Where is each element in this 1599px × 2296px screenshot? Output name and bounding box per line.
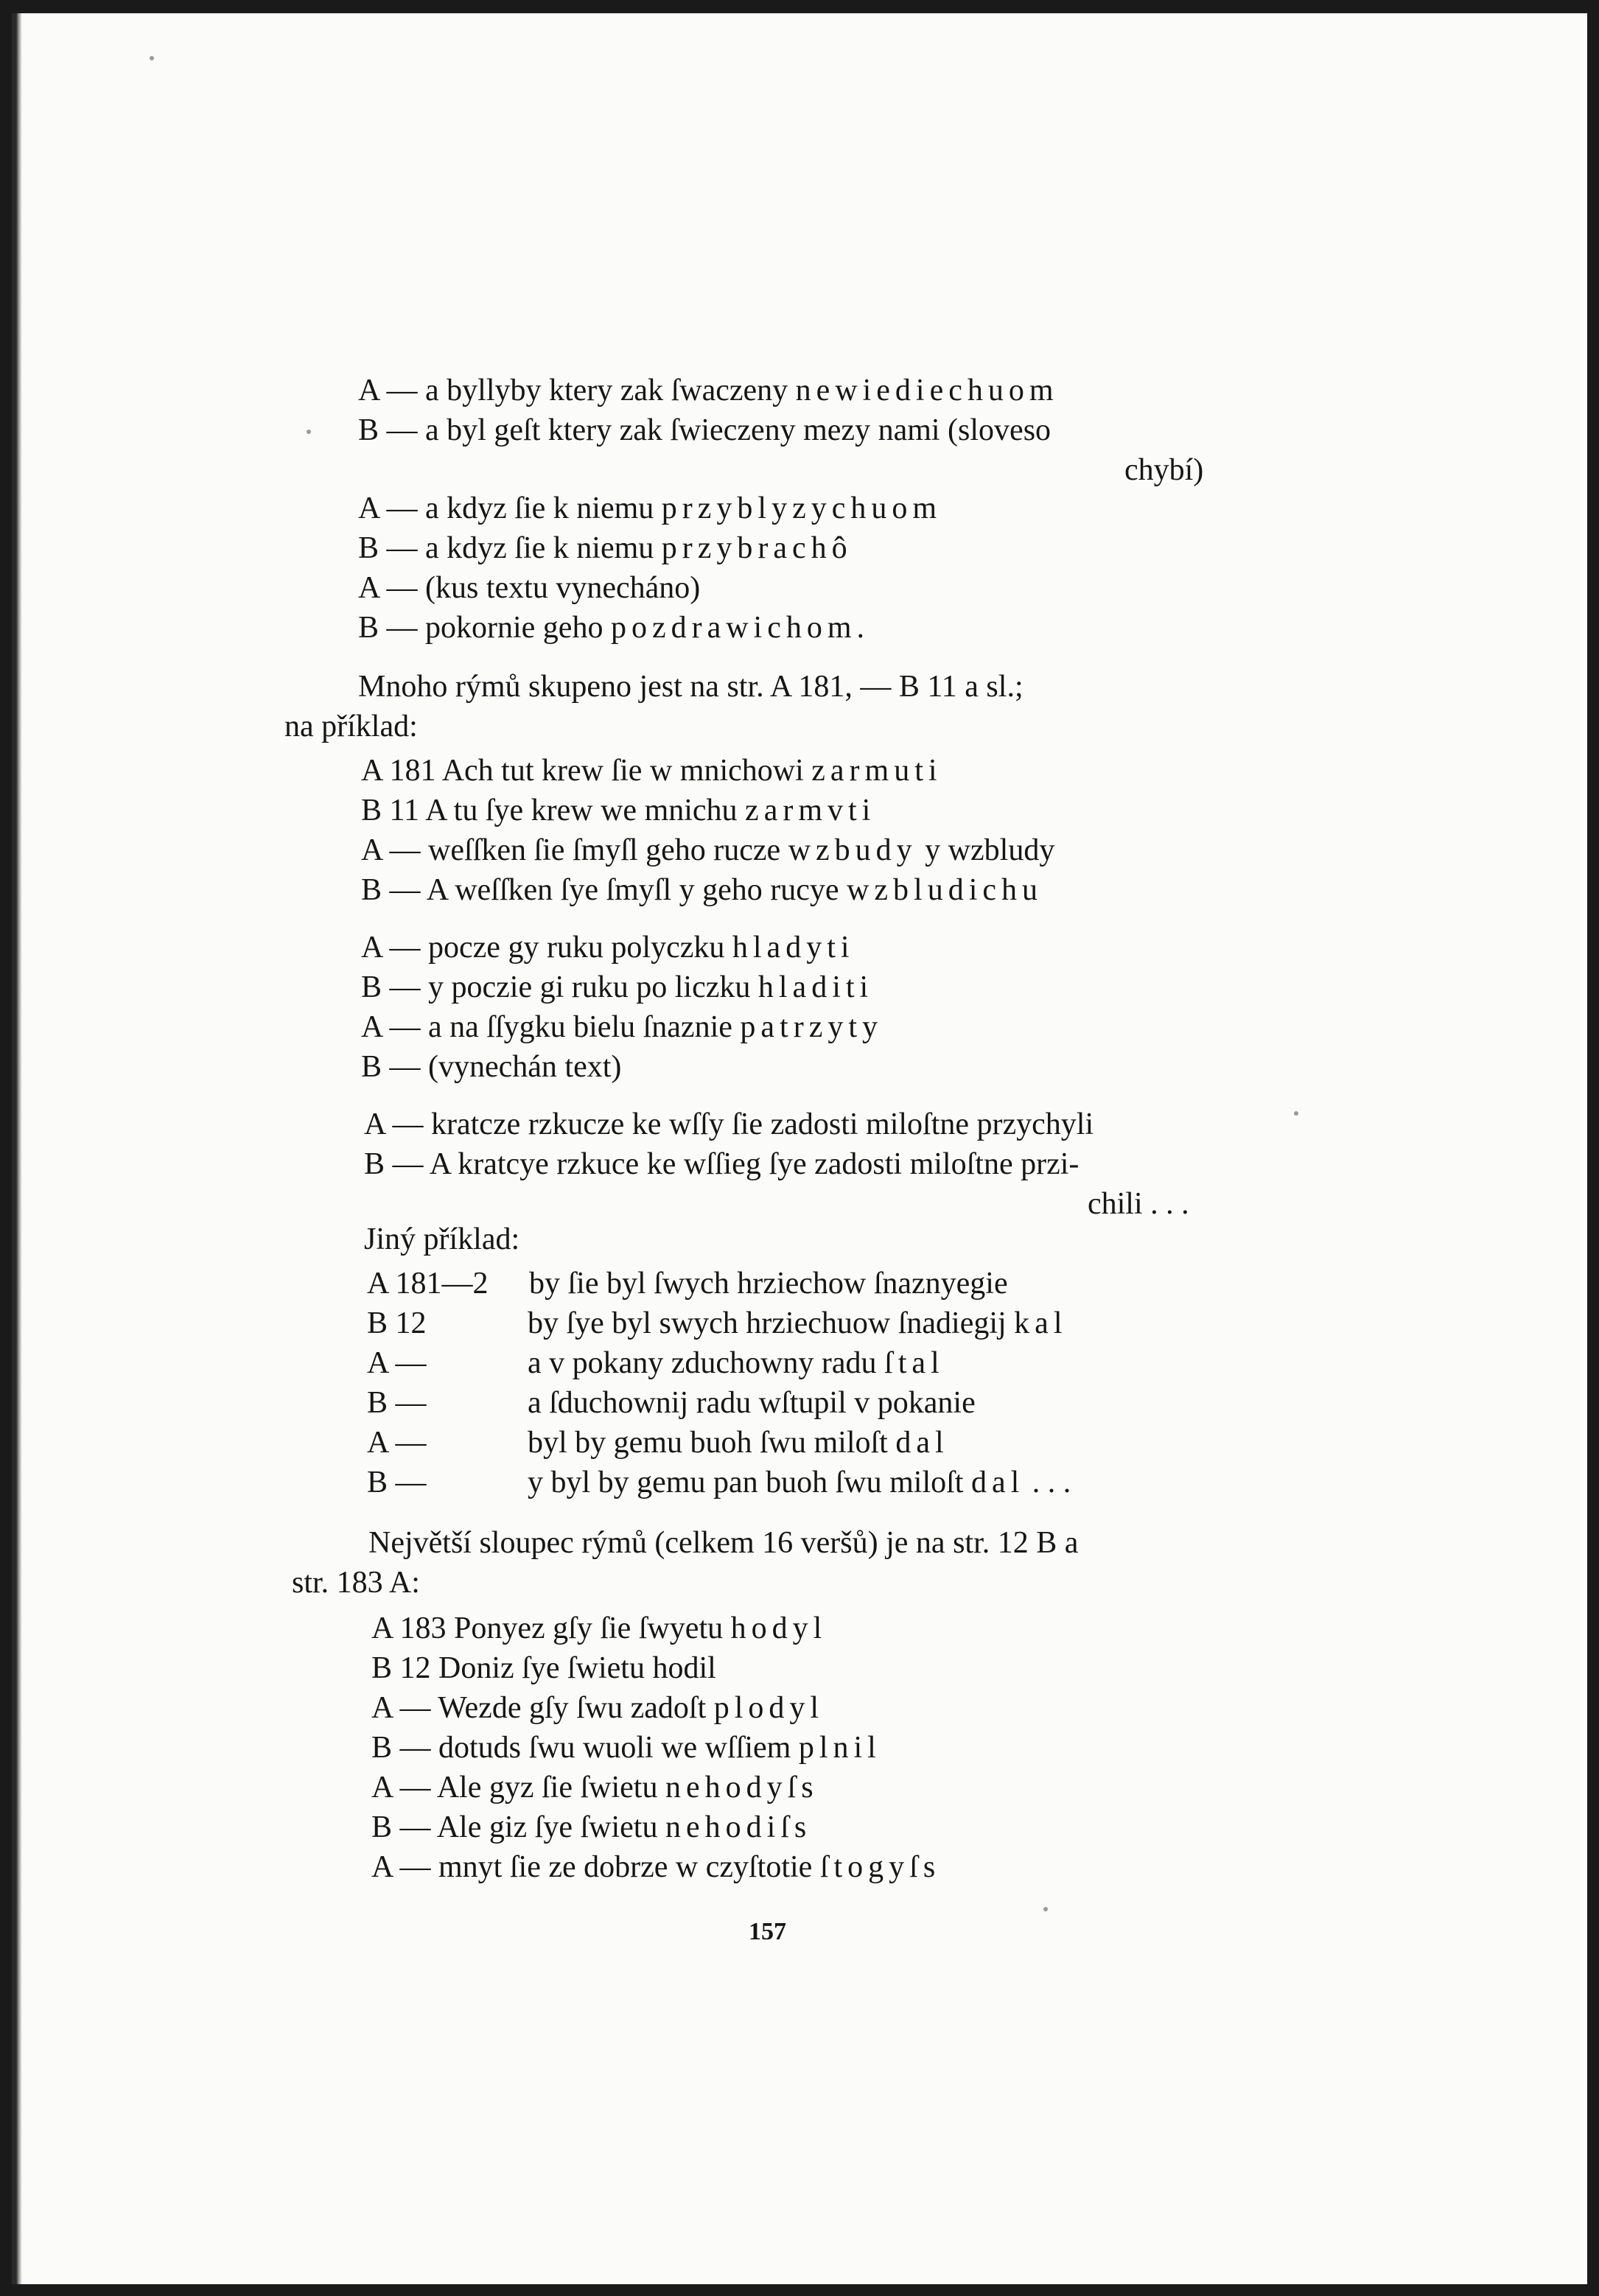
verse-line: B 12 Doniz ſye ſwietu hodil: [371, 1651, 716, 1685]
verse-line: B — pokornie geho pozdrawichom.: [358, 611, 870, 645]
verse-line: A — Wezde gſy ſwu zadoſt plodyl: [371, 1691, 825, 1725]
verse-line: A — Ale gyz ſie ſwietu nehodyſs: [371, 1771, 819, 1805]
verse-line: B — y poczie gi ruku po liczku hladiti: [361, 970, 874, 1004]
paragraph-line: str. 183 A:: [292, 1566, 420, 1600]
verse-line: A — mnyt ſie ze dobrze w czyſtotie ſtogyſs: [371, 1850, 941, 1884]
verse-line: A 183 Ponyez gſy ſie ſwyetu hodyl: [371, 1611, 828, 1645]
verse-text: y byl by gemu pan buoh ſwu miloſt dal . . .: [528, 1466, 1071, 1499]
verse-line: B — Ale giz ſye ſwietu nehodiſs: [371, 1810, 812, 1844]
verse-line: A — a na ſſygku bielu ſnaznie patrzyty: [361, 1010, 883, 1044]
verse-line: chybí): [1124, 453, 1204, 487]
verse-text: by ſye byl swych hrziechuow ſnadiegij kal: [528, 1306, 1068, 1340]
verse-line: A — pocze gy ruku polyczku hladyti: [361, 931, 855, 965]
verse-text: byl by gemu buoh ſwu miloſt dal: [528, 1426, 949, 1460]
verse-line: A —: [367, 1346, 427, 1380]
page-number: 157: [749, 1918, 786, 1945]
verse-line: B —: [367, 1386, 427, 1420]
book-page: [12, 13, 1587, 2284]
verse-text: a v pokany zduchowny radu ſtal: [528, 1346, 945, 1380]
verse-line: B 11 A tu ſye krew we mnichu zarmvti: [361, 794, 876, 827]
verse-line: B — (vynechán text): [361, 1050, 622, 1084]
verse-line: B — A weſſken ſye ſmyſl y geho rucye wzbludichu: [361, 873, 1043, 907]
scan-speck: [150, 56, 154, 60]
verse-line: B — a byl geſt ktery zak ſwieczeny mezy nami (sloveso: [358, 413, 1052, 447]
verse-line: A — (kus textu vynecháno): [358, 571, 701, 605]
verse-line: B — a kdyz ſie k niemu przybrachô: [358, 531, 853, 565]
verse-line: B — A kratcye rzkuce ke wſſieg ſye zadosti miloſtne przi-: [364, 1147, 1080, 1181]
verse-line: A 181—2 by ſie byl ſwych hrziechow ſnaznyegie: [367, 1267, 1008, 1301]
verse-line: A 181 Ach tut krew ſie w mnichowi zarmuti: [361, 754, 942, 788]
verse-text: a ſduchownij radu wſtupil v pokanie: [528, 1386, 976, 1420]
page-binding-edge: [12, 13, 22, 2284]
scan-speck: [307, 430, 311, 434]
scan-speck: [1294, 1111, 1298, 1116]
verse-line: A — a byllyby ktery zak ſwaczeny newiediechuom: [358, 374, 1059, 407]
verse-line: A — weſſken ſie ſmyſl geho rucze wzbudy y wzbludy: [361, 833, 1055, 867]
scan-speck: [1043, 1907, 1048, 1911]
verse-line: A — kratcze rzkucze ke wſſy ſie zadosti miloſtne przychyli: [364, 1107, 1094, 1141]
verse-line: chili . . .: [1088, 1187, 1189, 1221]
verse-line: B — dotuds ſwu wuoli we wſſiem plnil: [371, 1731, 881, 1765]
paragraph-line: Jiný příklad:: [364, 1222, 520, 1256]
paragraph-line: Mnoho rýmů skupeno jest na str. A 181, — B 11 a sl.;: [358, 670, 1024, 704]
verse-line: A — a kdyz ſie k niemu przyblyzychuom: [358, 491, 942, 525]
verse-line: B 12: [367, 1306, 427, 1340]
paragraph-line: na příklad:: [284, 710, 418, 743]
verse-line: A —: [367, 1426, 427, 1460]
verse-line: B —: [367, 1466, 427, 1499]
paragraph-line: Největší sloupec rýmů (celkem 16 veršů) je na str. 12 B a: [368, 1526, 1079, 1560]
